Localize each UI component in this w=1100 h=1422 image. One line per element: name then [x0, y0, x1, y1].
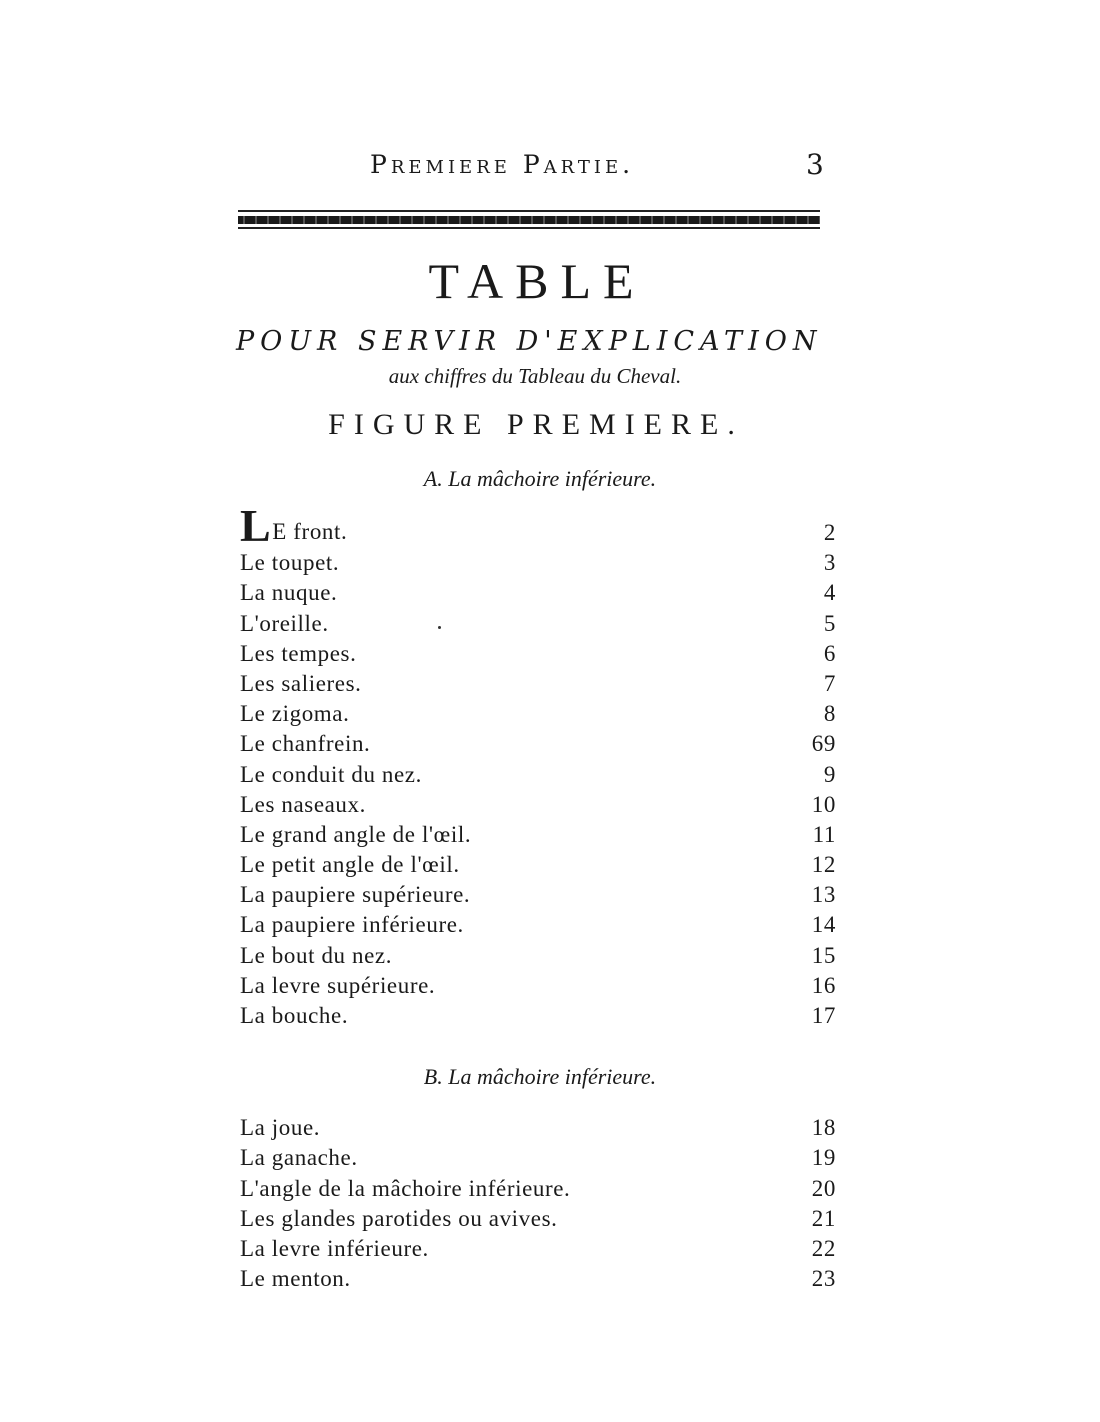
- entry-label: La levre supérieure.: [240, 972, 436, 998]
- list-item: [240, 641, 836, 671]
- list-item: [240, 942, 836, 972]
- section-a-heading: A. La mâchoire inférieure.: [423, 466, 657, 491]
- entry-label: La ganache.: [240, 1145, 358, 1171]
- entry-label: Le grand angle de l'œil.: [240, 821, 472, 847]
- list-item: [240, 1115, 836, 1145]
- entry-label: E front.: [272, 519, 348, 544]
- section-b-heading: B. La mâchoire inférieure.: [423, 1064, 657, 1089]
- list-item: [240, 1206, 836, 1236]
- entry-label: Les tempes.: [240, 640, 357, 666]
- ink-speck: [438, 626, 441, 629]
- list-item: [240, 500, 836, 551]
- entry-number: 23: [811, 1266, 836, 1292]
- list-item: [240, 580, 836, 610]
- list-item: [240, 822, 836, 852]
- entry-label: La joue.: [240, 1115, 321, 1141]
- entry-number: 13: [811, 882, 836, 908]
- entry-label: Le toupet.: [240, 550, 340, 576]
- entry-number: 14: [811, 912, 836, 938]
- entry-label: Le menton.: [240, 1266, 351, 1292]
- entry-label: L'angle de la mâchoire inférieure.: [240, 1175, 571, 1201]
- list-item: [240, 882, 836, 912]
- list-item: [240, 671, 836, 701]
- entry-number: 19: [811, 1145, 836, 1171]
- list-item: [240, 550, 836, 580]
- entry-number: 18: [811, 1115, 836, 1141]
- entry-number: 16: [811, 972, 836, 998]
- entry-number: 69: [811, 731, 836, 757]
- list-item: [240, 852, 836, 882]
- list-item: [240, 912, 836, 942]
- entry-label: L'oreille.: [240, 610, 329, 636]
- list-item: [240, 731, 836, 761]
- entry-label: Le bout du nez.: [240, 942, 393, 968]
- entry-label: Les glandes parotides ou avives.: [240, 1205, 558, 1231]
- section-a-list: [240, 500, 836, 1033]
- entry-number: 11: [812, 821, 836, 847]
- list-item: [240, 1266, 836, 1296]
- list-item: [240, 761, 836, 791]
- entry-number: 6: [823, 640, 836, 666]
- entry-label: Le conduit du nez.: [240, 761, 422, 787]
- entry-label: Les naseaux.: [240, 791, 366, 817]
- drop-cap: L: [240, 500, 272, 551]
- entry-number: 9: [823, 761, 836, 787]
- entry-number: 15: [811, 942, 836, 968]
- entry-label: La nuque.: [240, 580, 338, 606]
- entry-number: 10: [811, 791, 836, 817]
- figure-heading: FIGURE PREMIERE.: [328, 408, 744, 441]
- entry-number: 2: [823, 520, 836, 545]
- running-header: Premiere Partie.: [370, 150, 635, 179]
- list-item: [240, 1145, 836, 1175]
- list-item: [240, 1003, 836, 1033]
- entry-label: La levre inférieure.: [240, 1235, 429, 1261]
- entry-number: 17: [811, 1003, 836, 1028]
- page-number: 3: [806, 148, 824, 181]
- subtitle: POUR SERVIR D'EXPLICATION: [236, 326, 823, 357]
- list-item: [240, 973, 836, 1003]
- entry-number: 3: [823, 550, 836, 576]
- list-item: [240, 792, 836, 822]
- list-item: [240, 701, 836, 731]
- section-b-list: [240, 1115, 836, 1296]
- entry-label: La bouche.: [240, 1003, 349, 1028]
- entry-number: 8: [823, 701, 836, 727]
- subtitle-line-2: aux chiffres du Tableau du Cheval.: [388, 364, 682, 388]
- page-title: TABLE: [428, 253, 646, 309]
- ornamental-rule: [238, 206, 820, 236]
- list-item: [240, 1175, 836, 1205]
- entry-label: Le chanfrein.: [240, 731, 371, 757]
- list-item: [240, 1236, 836, 1266]
- entry-number: 7: [823, 670, 836, 696]
- entry-number: 4: [823, 580, 836, 606]
- entry-label: Le zigoma.: [240, 701, 350, 727]
- entry-number: 20: [811, 1175, 836, 1201]
- list-item: [240, 610, 836, 640]
- entry-number: 22: [811, 1235, 836, 1261]
- entry-label: La paupiere inférieure.: [240, 912, 464, 938]
- entry-label: Les salieres.: [240, 670, 362, 696]
- entry-label: Le petit angle de l'œil.: [240, 852, 460, 878]
- entry-number: 5: [823, 610, 836, 636]
- entry-label: La paupiere supérieure.: [240, 882, 471, 908]
- entry-number: 21: [811, 1205, 836, 1231]
- entry-number: 12: [811, 852, 836, 878]
